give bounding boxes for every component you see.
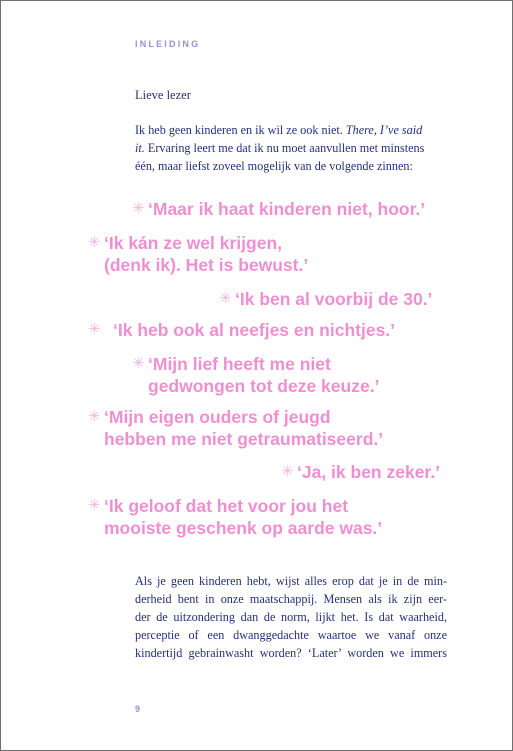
intro-text: Ervaring leert me dat ik nu moet aanvullen met minstens xyxy=(147,141,425,155)
asterisk-icon: ✳ xyxy=(132,200,145,217)
body-line: derheid bent in onze maatschappij. Mensen als ik zijn eer- xyxy=(135,592,447,606)
asterisk-icon: ✳ xyxy=(88,234,101,251)
pull-quote xyxy=(113,319,395,341)
intro-line: één, maar liefst zoveel mogelijk van de volgende zinnen: xyxy=(135,159,413,173)
asterisk-icon: ✳ xyxy=(88,408,101,425)
quote-line: ‘Ik heb ook al neefjes en nichtjes.’ xyxy=(113,320,396,340)
quote-line: gedwongen tot deze keuze.’ xyxy=(148,376,380,396)
pull-quote xyxy=(297,461,440,483)
asterisk-icon: ✳ xyxy=(281,463,294,480)
intro-italic: it. xyxy=(135,141,145,155)
asterisk-icon: ✳ xyxy=(132,355,145,372)
greeting: Lieve lezer xyxy=(135,88,191,102)
body-line: kindertijd gebrainwasht worden? ‘Later’ worden we immers xyxy=(135,646,447,660)
asterisk-icon: ✳ xyxy=(88,497,101,514)
pull-quote xyxy=(235,288,432,310)
intro-line xyxy=(135,121,451,139)
pull-quote xyxy=(148,198,425,220)
pull-quote xyxy=(104,232,308,276)
quote-line: (denk ik). Het is bewust.’ xyxy=(104,255,309,275)
body-line: Als je geen kinderen hebt, wijst alles erop dat je in de min- xyxy=(135,574,447,588)
intro-italic: There, I’ve said xyxy=(345,123,423,137)
page-number: 9 xyxy=(135,704,141,714)
intro-paragraph xyxy=(135,121,451,175)
pull-quote xyxy=(104,495,382,539)
pull-quote xyxy=(148,353,379,397)
asterisk-icon: ✳ xyxy=(88,321,101,338)
quote-line: hebben me niet getraumatiseerd.’ xyxy=(104,429,384,449)
quote-line: ‘Ik geloof dat het voor jou het xyxy=(104,496,349,516)
intro-line xyxy=(135,139,451,157)
quote-line: ‘Mijn eigen ouders of jeugd xyxy=(104,407,331,427)
body-paragraph xyxy=(135,572,447,662)
quote-line: mooiste geschenk op aarde was.’ xyxy=(104,518,383,538)
body-line: der de uitzondering dan de norm, lijkt het. Is dat waarheid, xyxy=(135,610,447,624)
pull-quote xyxy=(104,406,383,450)
quote-line: ‘Maar ik haat kinderen niet, hoor.’ xyxy=(148,199,426,219)
section-header: INLEIDING xyxy=(135,39,201,49)
quote-line: ‘Ik kán ze wel krijgen, xyxy=(104,233,282,253)
body-line: perceptie of een dwanggedachte waartoe we vanaf onze xyxy=(135,628,447,642)
asterisk-icon: ✳ xyxy=(219,290,232,307)
quote-line: ‘Mijn lief heeft me niet xyxy=(148,354,331,374)
quote-line: ‘Ik ben al voorbij de 30.’ xyxy=(235,289,433,309)
intro-text: Ik heb geen kinderen en ik wil ze ook niet. xyxy=(135,123,343,137)
quote-line: ‘Ja, ik ben zeker.’ xyxy=(297,462,440,482)
